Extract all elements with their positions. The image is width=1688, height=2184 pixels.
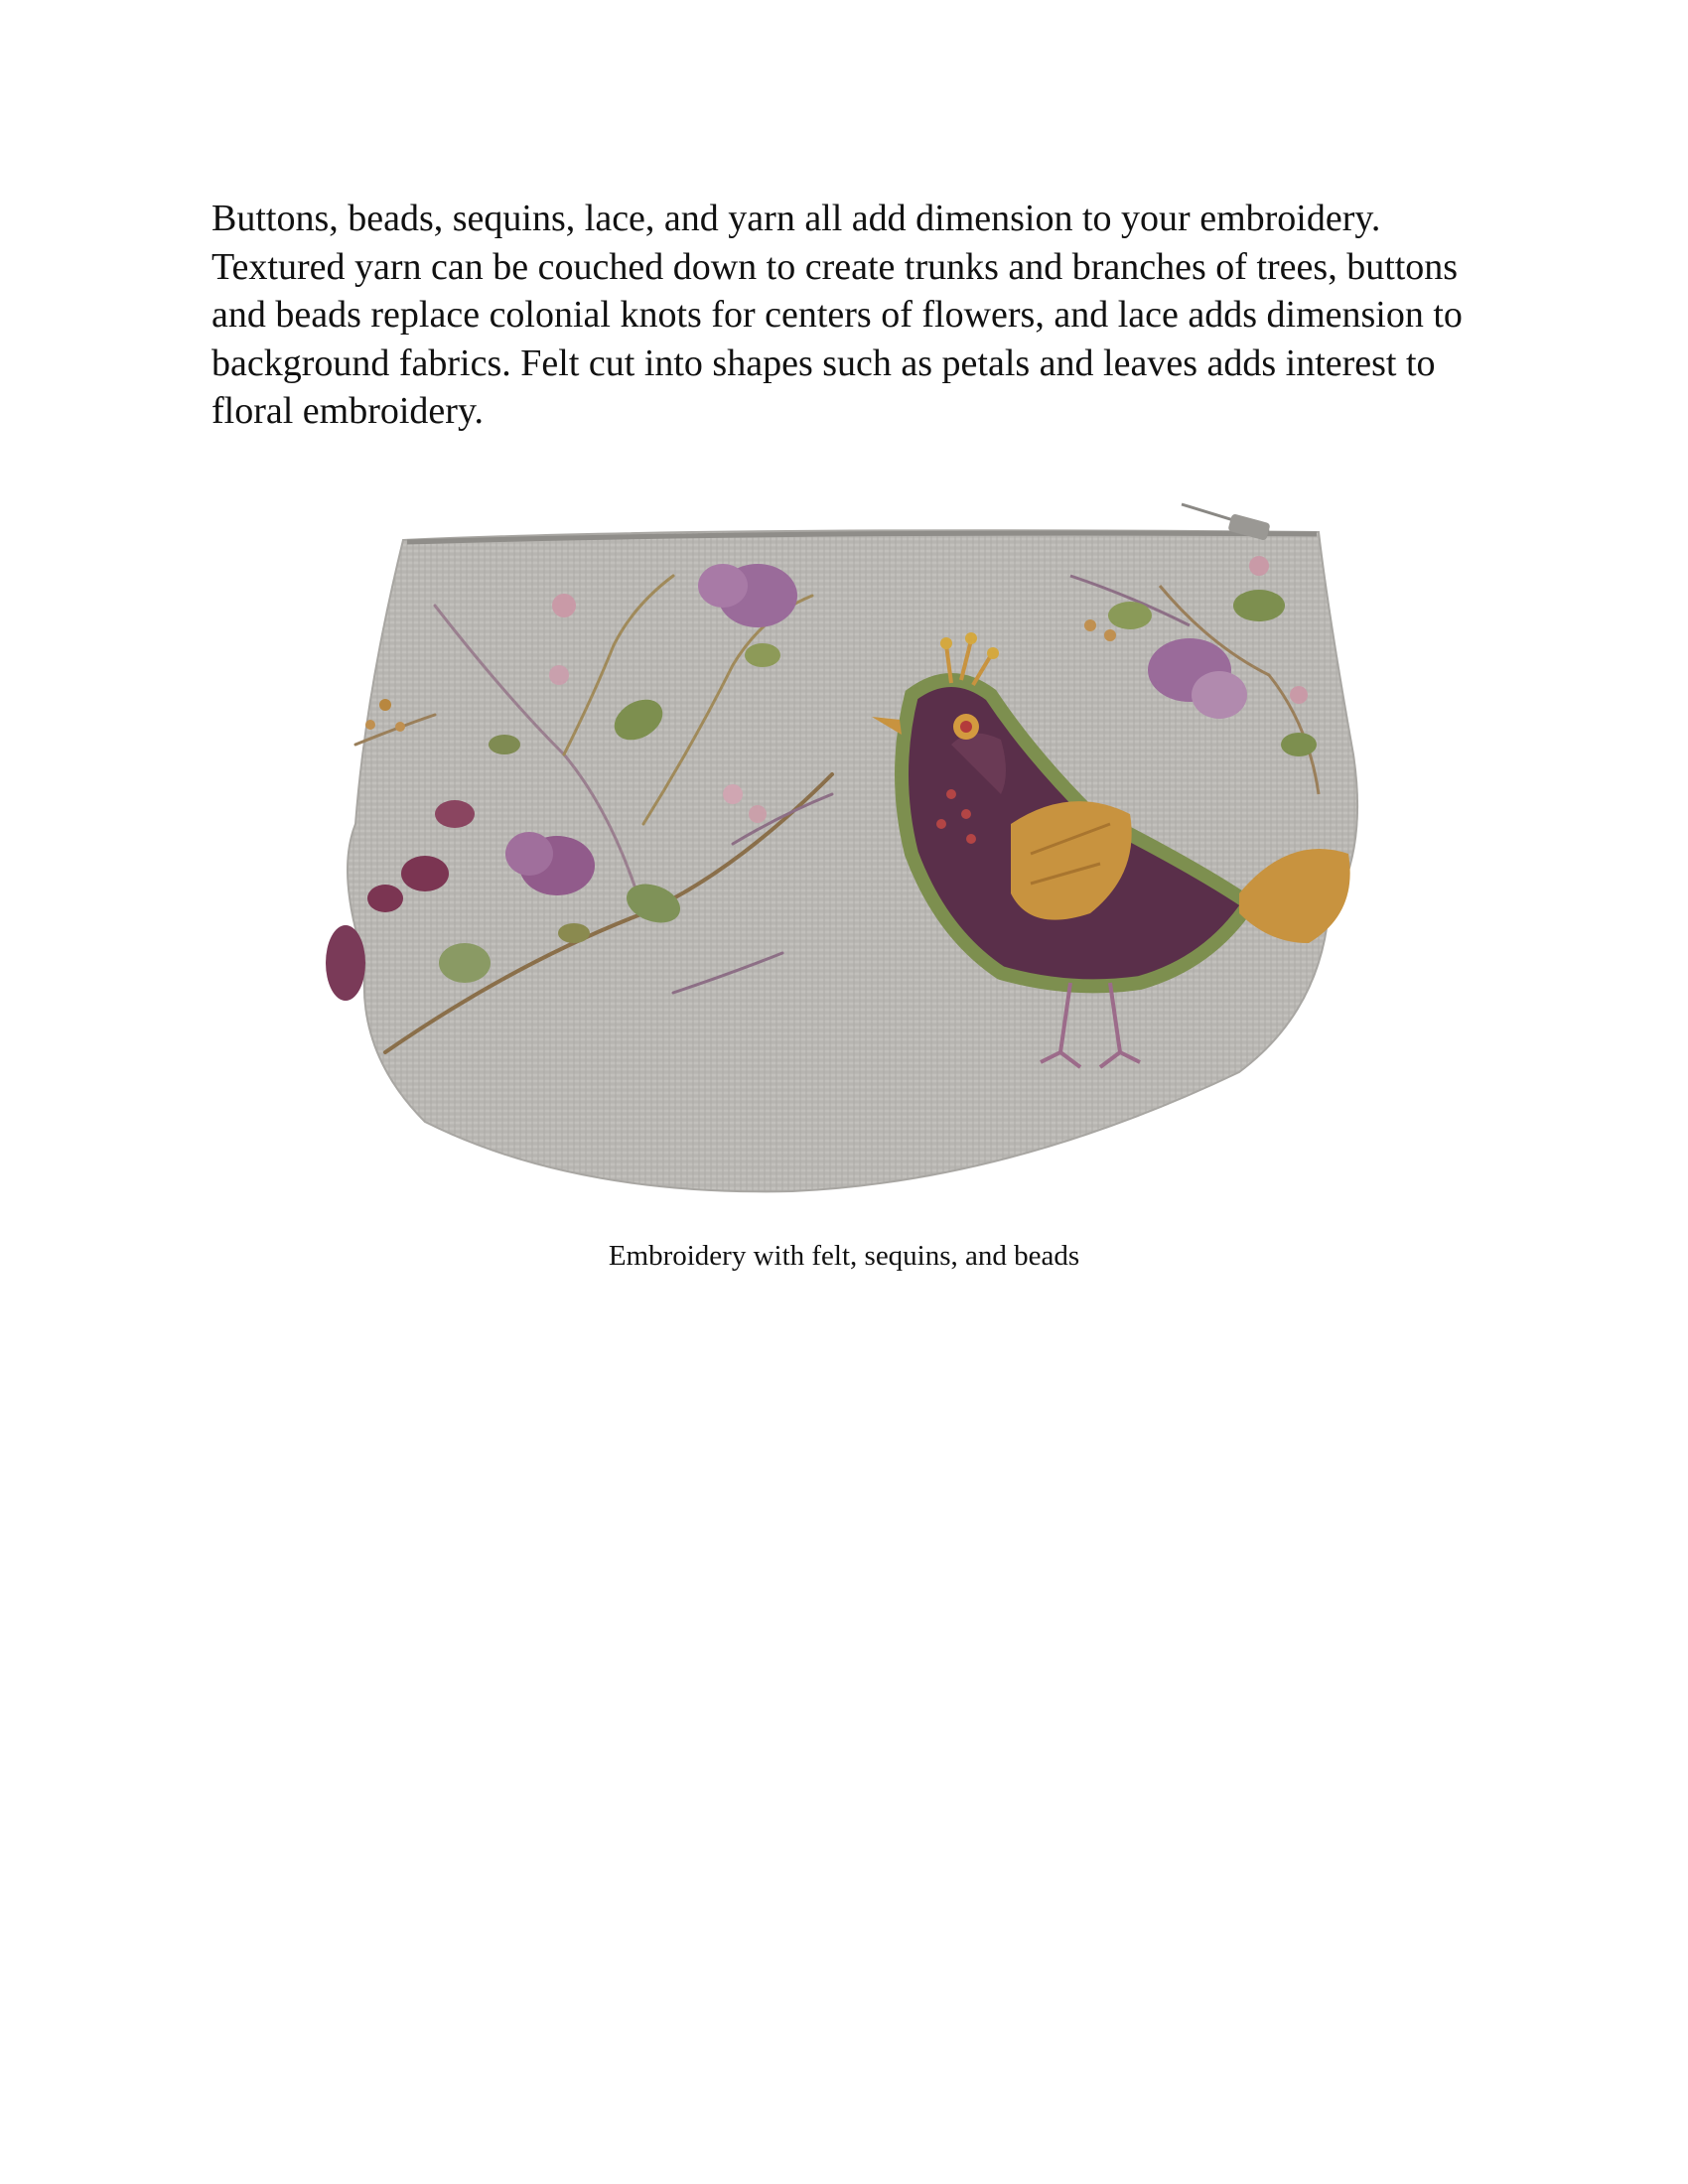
embroidered-pouch-image	[316, 496, 1383, 1221]
pouch-body	[348, 530, 1357, 1191]
figure-caption: Embroidery with felt, sequins, and beads	[608, 1240, 1080, 1272]
body-paragraph: Buttons, beads, sequins, lace, and yarn all add dimension to your embroidery. Textured yarn can be couched down to create trunks and branches of trees, buttons and beads replace colonial knots for centers of flowers, and lace adds dimension to background fabrics. Felt cut into shapes such as petals and leaves adds interest to floral embroidery.	[211, 198, 1463, 432]
embroidery-photo	[316, 496, 1383, 1221]
